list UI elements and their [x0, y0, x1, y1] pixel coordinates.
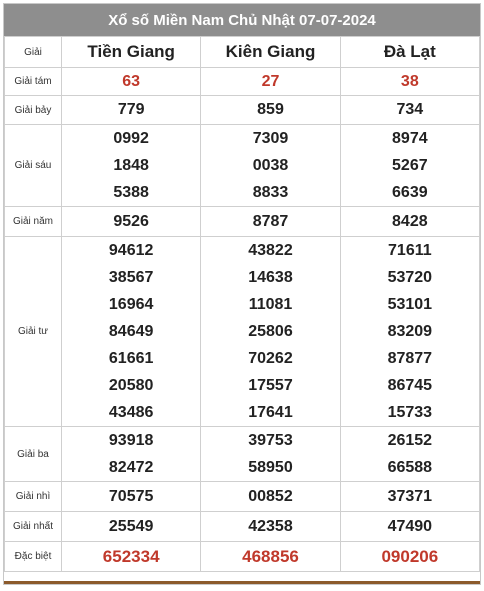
prize-cell: [62, 482, 201, 512]
prize-number: 8428: [392, 213, 428, 230]
prize-number: 652334: [102, 547, 160, 566]
province-tien-giang: Tiền Giang: [62, 37, 201, 68]
prize-number: 8787: [252, 213, 289, 230]
prize-row: [5, 512, 480, 542]
prize-row: [5, 207, 480, 237]
prize-number: 86745: [387, 377, 433, 394]
prize-label: Đặc biệt: [5, 542, 62, 572]
prize-number: 8833: [252, 184, 289, 201]
prize-number: 6639: [392, 184, 428, 201]
prize-number: 66588: [387, 459, 433, 476]
prize-number: 9526: [113, 213, 149, 230]
prize-cell: [340, 482, 479, 512]
prize-number: 0992: [113, 130, 149, 147]
prize-number: 93918: [108, 432, 154, 449]
prize-number: 42358: [248, 518, 293, 535]
prize-cell: [62, 125, 201, 207]
prize-number: 7309: [252, 130, 289, 147]
prize-number: 47490: [387, 518, 433, 535]
prize-number: 5388: [113, 184, 149, 201]
prize-label: Giải tư: [5, 237, 62, 427]
prize-cell: [62, 427, 201, 482]
prize-number: 779: [117, 101, 145, 118]
prize-row: [5, 68, 480, 96]
prize-cell: [62, 68, 201, 96]
prize-number: 8974: [392, 130, 428, 147]
prize-number: 17641: [248, 404, 293, 421]
prize-number: 00852: [248, 488, 293, 505]
prize-number: 39753: [248, 432, 293, 449]
lottery-results-panel: [3, 3, 481, 585]
prize-column-header: Giải: [5, 37, 62, 68]
prize-cell: [340, 542, 479, 572]
prize-cell: [62, 96, 201, 125]
prize-number: 1848: [113, 157, 149, 174]
results-title: Xổ số Miền Nam Chủ Nhật 07-07-2024: [4, 4, 480, 36]
prize-number: 71611: [388, 242, 432, 259]
prize-row: [5, 482, 480, 512]
prize-number: 87877: [387, 350, 433, 367]
prize-number: 20580: [108, 377, 154, 394]
prize-label: Giải năm: [5, 207, 62, 237]
prize-row: [5, 542, 480, 572]
prize-number: 17557: [248, 377, 293, 394]
prize-number: 84649: [108, 323, 154, 340]
prize-cell: [62, 207, 201, 237]
prize-label: Giải bảy: [5, 96, 62, 125]
prize-number: 5267: [392, 157, 428, 174]
prize-number: 70262: [248, 350, 293, 367]
prize-row: [5, 96, 480, 125]
prize-number: 38: [400, 73, 419, 90]
prize-cell: [340, 427, 479, 482]
prize-number: 25806: [248, 323, 293, 340]
prize-number: 83209: [387, 323, 433, 340]
prize-cell: [201, 207, 340, 237]
prize-cell: [62, 512, 201, 542]
results-table: [4, 36, 480, 572]
prize-rows: [5, 68, 480, 572]
prize-number: 468856: [242, 547, 299, 566]
prize-number: 25549: [108, 518, 154, 535]
prize-cell: [340, 125, 479, 207]
prize-number: 15733: [387, 404, 433, 421]
prize-number: 734: [396, 101, 424, 118]
prize-label: Giải nhì: [5, 482, 62, 512]
prize-number: 70575: [108, 488, 154, 505]
prize-cell: [201, 512, 340, 542]
prize-number: 0038: [252, 157, 289, 174]
prize-number: 16964: [108, 296, 154, 313]
prize-cell: [340, 207, 479, 237]
prize-cell: [201, 125, 340, 207]
prize-number: 37371: [387, 488, 433, 505]
prize-cell: [340, 237, 479, 427]
prize-number: 63: [122, 73, 141, 90]
prize-number: 53720: [387, 269, 433, 286]
prize-cell: [201, 96, 340, 125]
bottom-accent-bar: [4, 581, 480, 584]
prize-cell: [340, 512, 479, 542]
prize-label: Giải nhất: [5, 512, 62, 542]
prize-row: [5, 427, 480, 482]
prize-cell: [201, 482, 340, 512]
prize-number: 43822: [248, 242, 293, 259]
prize-label: Giải sáu: [5, 125, 62, 207]
prize-row: [5, 125, 480, 207]
prize-row: [5, 237, 480, 427]
prize-number: 94612: [108, 242, 154, 259]
prize-cell: [201, 237, 340, 427]
prize-label: Giải ba: [5, 427, 62, 482]
prize-number: 14638: [248, 269, 293, 286]
prize-number: 61661: [108, 350, 154, 367]
prize-label: Giải tám: [5, 68, 62, 96]
province-da-lat: Đà Lạt: [340, 37, 479, 68]
prize-cell: [62, 237, 201, 427]
prize-cell: [62, 542, 201, 572]
prize-cell: [340, 96, 479, 125]
prize-number: 859: [257, 101, 284, 118]
prize-number: 58950: [248, 459, 293, 476]
prize-number: 43486: [108, 404, 154, 421]
prize-cell: [201, 542, 340, 572]
header-row: [5, 37, 480, 68]
prize-cell: [201, 427, 340, 482]
prize-number: 11081: [248, 296, 293, 313]
prize-cell: [201, 68, 340, 96]
prize-number: 090206: [381, 547, 439, 566]
prize-number: 26152: [387, 432, 433, 449]
prize-number: 27: [261, 73, 280, 90]
prize-number: 38567: [108, 269, 154, 286]
prize-number: 82472: [108, 459, 154, 476]
prize-number: 53101: [387, 296, 433, 313]
province-kien-giang: Kiên Giang: [201, 37, 340, 68]
prize-cell: [340, 68, 479, 96]
